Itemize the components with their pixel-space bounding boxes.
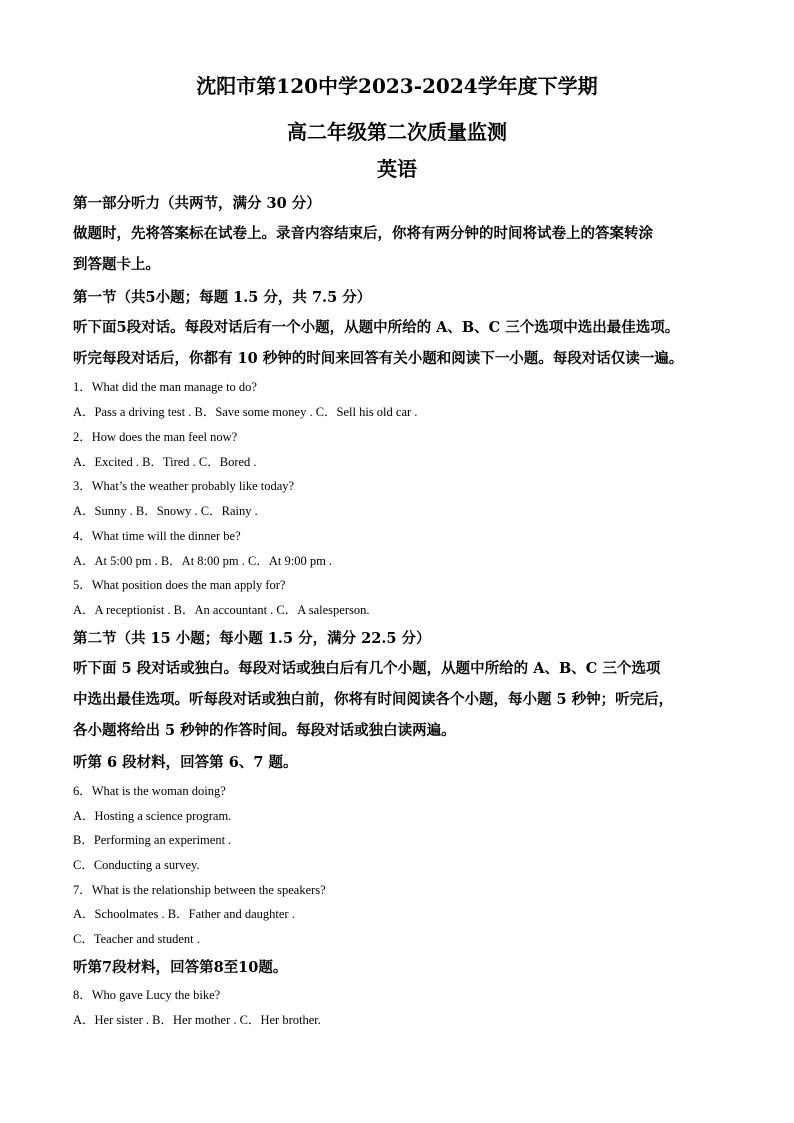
- question-1-options: A．Pass a driving test . B．Save some money . C．Sell his old car .: [73, 405, 418, 419]
- section2-instruction-line3: 各小题将给出 5 秒钟的作答时间。每段对话或独白读两遍。: [73, 722, 456, 739]
- part1-heading: 第一部分听力（共两节，满分 30 分）: [73, 195, 321, 212]
- exam-subtitle: 高二年级第二次质量监测: [287, 120, 507, 144]
- question-6-option-a: A．Hosting a science program.: [73, 809, 232, 823]
- section2-instruction-line2: 中选出最佳选项。听每段对话或独白前，你将有时间阅读各个小题，每小题 5 秒钟；听完后，: [73, 691, 674, 708]
- question-6-option-c: C．Conducting a survey.: [73, 858, 200, 872]
- section1-instruction-line2: 听完每段对话后，你都有 10 秒钟的时间来回答有关小题和阅读下一小题。每段对话仅读一遍。: [73, 350, 684, 367]
- material-6-heading: 听第 6 段材料，回答第 6、7 题。: [73, 754, 298, 771]
- section2-heading: 第二节（共 15 小题；每小题 1.5 分，满分 22.5 分）: [73, 630, 431, 647]
- question-7-options-ab: A．Schoolmates . B．Father and daughter .: [73, 907, 295, 921]
- question-8-options: A．Her sister . B．Her mother . C．Her brother.: [73, 1013, 321, 1027]
- exam-title: 沈阳市第120中学2023-2024学年度下学期: [196, 74, 598, 98]
- section2-instruction-line1: 听下面 5 段对话或独白。每段对话或独白后有几个小题，从题中所给的 A、B、C 三个选项: [73, 660, 661, 677]
- question-6-option-b: B．Performing an experiment .: [73, 833, 232, 847]
- section1-heading: 第一节（共5小题；每题 1.5 分，共 7.5 分）: [73, 289, 372, 306]
- question-2-options: A．Excited . B．Tired . C．Bored .: [73, 455, 257, 469]
- question-7-option-c: C．Teacher and student .: [73, 932, 200, 946]
- exam-subject: 英语: [377, 157, 417, 181]
- question-3: 3．What’s the weather probably like today?: [73, 479, 295, 493]
- question-7: 7．What is the relationship between the speakers?: [73, 883, 326, 897]
- question-3-options: A．Sunny . B．Snowy . C．Rainy .: [73, 504, 258, 518]
- question-5: 5．What position does the man apply for?: [73, 578, 286, 592]
- part1-instruction-line1: 做题时，先将答案标在试卷上。录音内容结束后，你将有两分钟的时间将试卷上的答案转涂: [73, 225, 653, 242]
- question-8: 8．Who gave Lucy the bike?: [73, 988, 221, 1002]
- material-7-heading: 听第7段材料，回答第8至10题。: [73, 959, 288, 976]
- part1-instruction-line2: 到答题卡上。: [73, 256, 160, 273]
- question-6: 6．What is the woman doing?: [73, 784, 226, 798]
- question-2: 2．How does the man feel now?: [73, 430, 238, 444]
- question-5-options: A．A receptionist . B．An accountant . C．A salesperson.: [73, 603, 370, 617]
- question-1: 1．What did the man manage to do?: [73, 380, 257, 394]
- question-4: 4．What time will the dinner be?: [73, 529, 241, 543]
- question-4-options: A．At 5:00 pm . B．At 8:00 pm . C．At 9:00 pm .: [73, 554, 333, 568]
- section1-instruction-line1: 听下面5段对话。每段对话后有一个小题，从题中所给的 A、B、C 三个选项中选出最佳选项。: [73, 319, 680, 336]
